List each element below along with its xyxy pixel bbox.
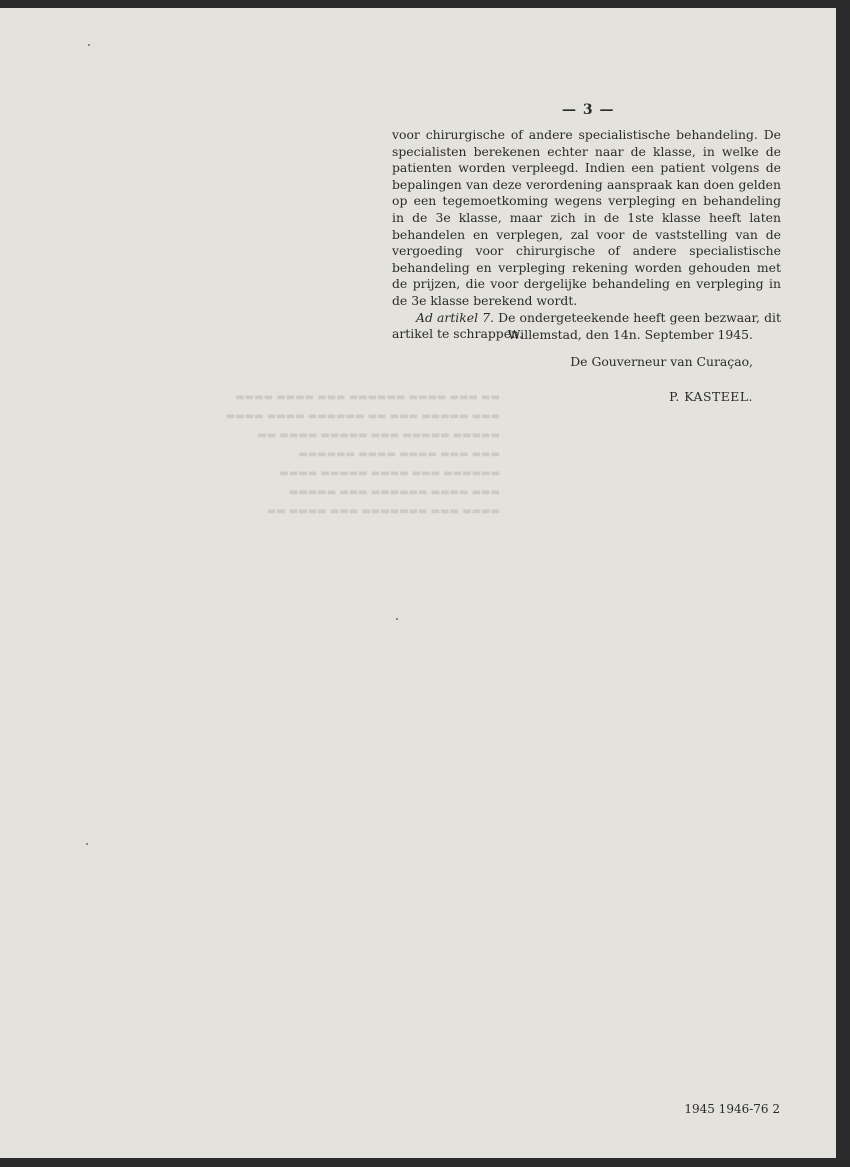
- document-page: [0, 8, 836, 1158]
- paper-speck: [396, 618, 398, 620]
- paper-speck: [88, 44, 90, 46]
- show-through-text: ​▬▬ ▬▬▬ ▬▬▬▬ ▬▬▬▬▬▬ ▬▬▬ ▬▬▬▬ ▬▬▬▬ ▬▬▬ ▬▬▬▬▬ ▬▬▬ ▬▬ ▬▬▬▬▬▬ ▬▬▬▬ ▬▬▬▬ ▬▬▬▬▬ ▬▬▬▬▬ ▬▬▬ ▬▬▬▬▬ ▬▬▬▬ ▬▬ ▬▬▬ ▬▬▬ ▬▬▬▬ ▬▬▬▬ ▬▬▬▬▬▬ ▬▬▬▬▬▬ ▬▬▬ ▬▬▬▬ ▬▬▬▬▬ ▬▬▬▬ ▬▬▬ ▬▬▬▬ ▬▬▬▬▬▬ ▬▬▬ ▬▬▬▬▬ ▬▬▬▬ ▬▬▬ ▬▬▬▬▬▬▬ ▬▬▬ ▬▬▬▬ ▬▬: [225, 392, 500, 517]
- document-code: 1945 1946-76 2: [684, 1102, 780, 1116]
- place-and-date: Willemstad, den 14n. September 1945.: [507, 327, 753, 342]
- page-number: — 3 —: [562, 102, 615, 118]
- signatory-name: P. KASTEEL.: [669, 389, 753, 404]
- paper-speck: [86, 843, 88, 845]
- signatory-title: De Gouverneur van Curaçao,: [570, 354, 753, 369]
- paragraph-reimbursement: voor chirurgische of andere specialistische behandeling. De specialisten berekenen echter naar de klasse, in welke de patienten worden verpleegd. Indien een patient volgens de bepalingen van deze verordening aanspraak kan doen gelden op een tegemoetkoming wegens verpleging en behandeling in de 3e klasse, maar zich in de 1ste klasse heeft laten behandelen en verplegen, zal voor de vaststelling van de vergoeding voor chirurgische of andere specialistische behandeling en verpleging rekening worden gehouden met de prijzen, die voor dergelijke behandeling en verpleging in de 3e klasse berekend wordt.: [392, 127, 781, 308]
- article-7-label: Ad artikel 7.: [416, 309, 495, 325]
- article-7-text: De ondergeteekende heeft geen bezwaar, dit artikel te schrappen.: [392, 309, 781, 342]
- body-text: [392, 127, 781, 343]
